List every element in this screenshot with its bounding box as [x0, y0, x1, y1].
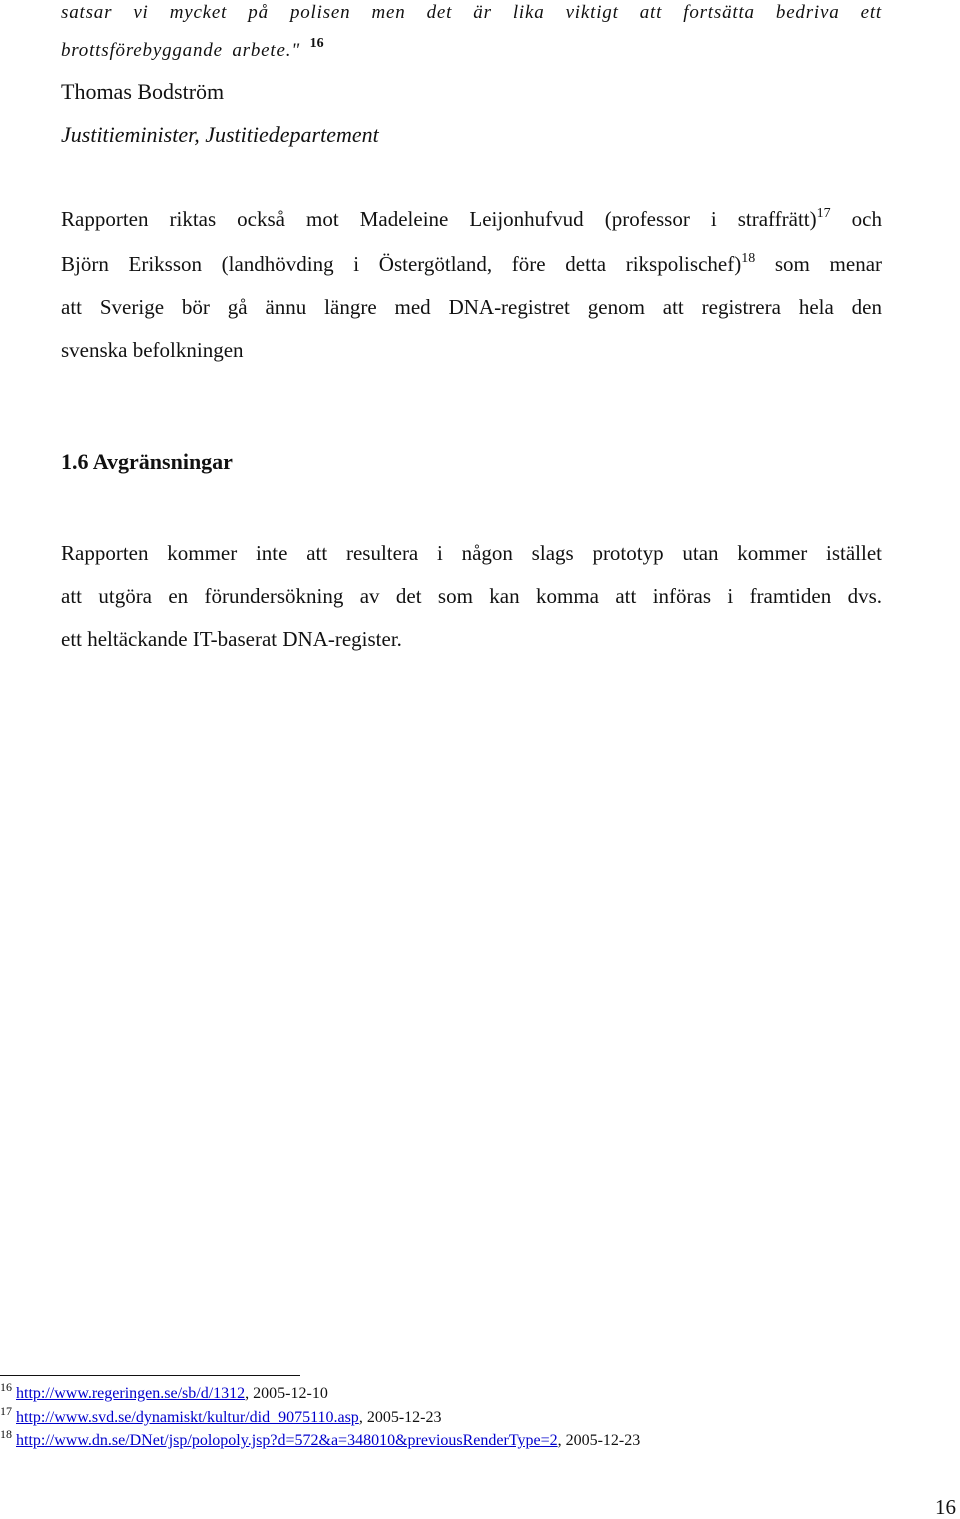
quote-line-2-text: brottsförebyggande arbete.": [61, 40, 301, 61]
quote-line-2: [61, 36, 324, 61]
footnote-number: 18: [0, 1427, 12, 1441]
paragraph1-line-2-text-b: som menar: [774, 252, 883, 276]
footnote-number: 17: [0, 1404, 12, 1418]
footnote-link[interactable]: http://www.dn.se/DNet/jsp/polopoly.jsp?d=572&a=348010&previousRenderType=2: [16, 1432, 558, 1449]
paragraph1-line-4: svenska befolkningen: [61, 338, 244, 362]
paragraph1-line-3: att Sverige bör gå ännu längre med DNA-registret genom att registrera hela den: [61, 295, 882, 319]
footnote-date: , 2005-12-23: [557, 1432, 641, 1449]
footnote-18: [0, 1427, 641, 1449]
footnote-16: [0, 1380, 328, 1402]
footnote-ref-17[interactable]: 17: [816, 206, 831, 221]
footnote-separator: [0, 1375, 300, 1376]
paragraph2-line-1: Rapporten kommer inte att resultera i någon slags prototyp utan kommer istället: [61, 541, 882, 565]
section-heading: 1.6 Avgränsningar: [61, 449, 233, 474]
footnote-17: [0, 1404, 442, 1426]
paragraph1-line-2-text-a: Björn Eriksson (landhövding i Östergötland, före detta rikspolischef): [61, 252, 742, 276]
quote-line-1: [61, 3, 882, 22]
paragraph1-line-1-text-b: och: [851, 207, 882, 231]
footnote-ref-18[interactable]: 18: [741, 251, 756, 266]
footnote-number: 16: [0, 1380, 12, 1394]
footnote-link[interactable]: http://www.regeringen.se/sb/d/1312: [16, 1385, 246, 1402]
quote-author-role: Justitieminister, Justitiedepartement: [61, 122, 379, 147]
paragraph1-line-1-text-a: Rapporten riktas också mot Madeleine Leijonhufvud (professor i straffrätt): [61, 207, 817, 231]
quote-line-1-text: satsar vi mycket på polisen men det är lika viktigt att fortsätta bedriva ett: [61, 2, 882, 23]
paragraph2-line-3: ett heltäckande IT-baserat DNA-register.: [61, 627, 402, 651]
footnote-date: , 2005-12-10: [245, 1385, 328, 1402]
page-number: 16: [935, 1495, 956, 1519]
paragraph2-line-2: att utgöra en förundersökning av det som kan komma att införas i framtiden dvs.: [61, 584, 882, 608]
paragraph1-line-2: [61, 251, 883, 276]
footnote-date: , 2005-12-23: [358, 1409, 442, 1426]
quote-author: Thomas Bodström: [61, 79, 225, 104]
footnote-link[interactable]: http://www.svd.se/dynamiskt/kultur/did_9075110.asp: [16, 1409, 359, 1426]
paragraph1-line-1: [61, 206, 882, 231]
footnote-ref-16[interactable]: 16: [309, 36, 324, 51]
